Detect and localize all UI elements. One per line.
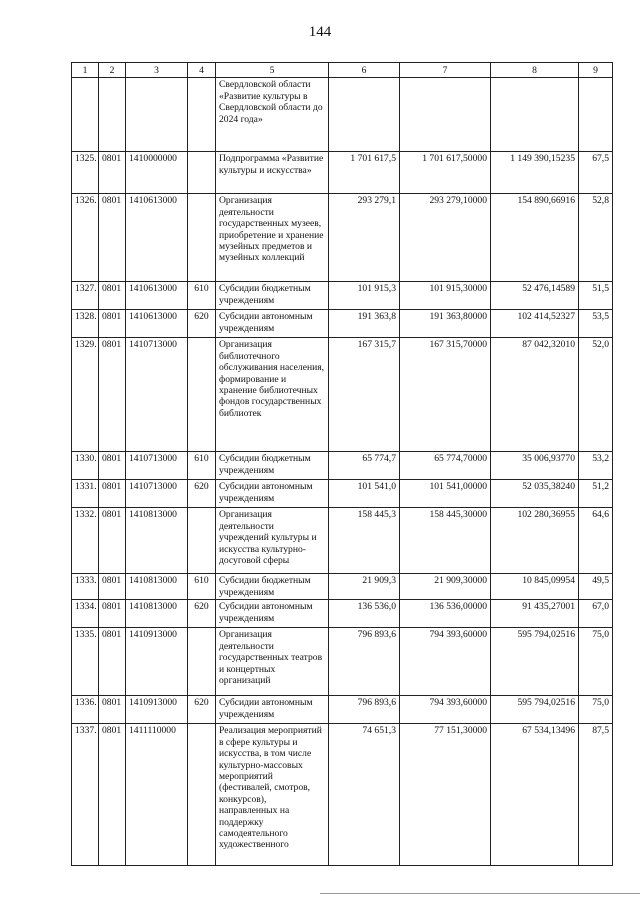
item-name-cell: Организация деятельности государственных музеев, приобретение и хранение музейных предметов и музейных коллекций xyxy=(216,194,329,282)
target-article-cell: 1410713000 xyxy=(126,480,188,508)
expense-type-cell xyxy=(188,724,216,866)
target-article-cell: 1410613000 xyxy=(126,194,188,282)
table-row xyxy=(72,282,613,310)
execution-percent-cell: 67,5 xyxy=(579,152,613,194)
row-number-cell: 1331. xyxy=(72,480,99,508)
section-code-cell: 0801 xyxy=(99,508,126,574)
table-body xyxy=(72,78,613,866)
column-header: 4 xyxy=(188,63,216,78)
expense-type-cell: 620 xyxy=(188,480,216,508)
expense-type-cell: 620 xyxy=(188,600,216,628)
section-code-cell: 0801 xyxy=(99,480,126,508)
expense-type-cell xyxy=(188,194,216,282)
table-row xyxy=(72,480,613,508)
item-name-cell: Субсидии автономным учреждениям xyxy=(216,600,329,628)
executed-amount-cell xyxy=(491,78,579,152)
expense-type-cell: 620 xyxy=(188,696,216,724)
page-number: 144 xyxy=(308,24,332,40)
planned-amount-cell: 101 541,00000 xyxy=(400,480,491,508)
approved-amount-cell: 167 315,7 xyxy=(329,338,400,452)
column-header: 3 xyxy=(126,63,188,78)
row-number-cell xyxy=(72,78,99,152)
budget-table xyxy=(71,62,613,866)
planned-amount-cell: 65 774,70000 xyxy=(400,452,491,480)
planned-amount-cell: 101 915,30000 xyxy=(400,282,491,310)
row-number-cell: 1335. xyxy=(72,628,99,696)
item-name-cell: Субсидии бюджетным учреждениям xyxy=(216,452,329,480)
executed-amount-cell: 52 476,14589 xyxy=(491,282,579,310)
target-article-cell xyxy=(126,78,188,152)
section-code-cell: 0801 xyxy=(99,574,126,600)
approved-amount-cell: 191 363,8 xyxy=(329,310,400,338)
planned-amount-cell: 136 536,00000 xyxy=(400,600,491,628)
executed-amount-cell: 154 890,66916 xyxy=(491,194,579,282)
target-article-cell: 1410813000 xyxy=(126,600,188,628)
executed-amount-cell: 595 794,02516 xyxy=(491,696,579,724)
approved-amount-cell: 796 893,6 xyxy=(329,696,400,724)
row-number-cell: 1328. xyxy=(72,310,99,338)
column-header: 1 xyxy=(72,63,99,78)
column-header: 6 xyxy=(329,63,400,78)
executed-amount-cell: 1 149 390,15235 xyxy=(491,152,579,194)
execution-percent-cell xyxy=(579,78,613,152)
expense-type-cell: 610 xyxy=(188,282,216,310)
executed-amount-cell: 102 280,36955 xyxy=(491,508,579,574)
item-name-cell: Свердловской области «Развитие культуры в Свердловской области до 2024 года» xyxy=(216,78,329,152)
section-code-cell: 0801 xyxy=(99,310,126,338)
row-number-cell: 1334. xyxy=(72,600,99,628)
row-number-cell: 1333. xyxy=(72,574,99,600)
column-header: 7 xyxy=(400,63,491,78)
table-row xyxy=(72,696,613,724)
table-row xyxy=(72,310,613,338)
table-row xyxy=(72,628,613,696)
target-article-cell: 1410000000 xyxy=(126,152,188,194)
executed-amount-cell: 35 006,93770 xyxy=(491,452,579,480)
section-code-cell: 0801 xyxy=(99,338,126,452)
table-row xyxy=(72,574,613,600)
item-name-cell: Организация деятельности учреждений культуры и искусства культурно-досуговой сферы xyxy=(216,508,329,574)
table-row xyxy=(72,194,613,282)
execution-percent-cell: 49,5 xyxy=(579,574,613,600)
executed-amount-cell: 10 845,09954 xyxy=(491,574,579,600)
table-row xyxy=(72,508,613,574)
row-number-cell: 1327. xyxy=(72,282,99,310)
executed-amount-cell: 87 042,32010 xyxy=(491,338,579,452)
row-number-cell: 1337. xyxy=(72,724,99,866)
target-article-cell: 1410913000 xyxy=(126,628,188,696)
expense-type-cell: 610 xyxy=(188,574,216,600)
table-row xyxy=(72,452,613,480)
executed-amount-cell: 67 534,13496 xyxy=(491,724,579,866)
section-code-cell: 0801 xyxy=(99,282,126,310)
approved-amount-cell: 74 651,3 xyxy=(329,724,400,866)
expense-type-cell xyxy=(188,152,216,194)
section-code-cell: 0801 xyxy=(99,600,126,628)
approved-amount-cell: 101 541,0 xyxy=(329,480,400,508)
expense-type-cell: 620 xyxy=(188,310,216,338)
approved-amount-cell xyxy=(329,78,400,152)
target-article-cell: 1410913000 xyxy=(126,696,188,724)
planned-amount-cell: 1 701 617,50000 xyxy=(400,152,491,194)
approved-amount-cell: 293 279,1 xyxy=(329,194,400,282)
planned-amount-cell: 21 909,30000 xyxy=(400,574,491,600)
target-article-cell: 1410813000 xyxy=(126,508,188,574)
section-code-cell: 0801 xyxy=(99,452,126,480)
row-number-cell: 1329. xyxy=(72,338,99,452)
expense-type-cell xyxy=(188,508,216,574)
approved-amount-cell: 65 774,7 xyxy=(329,452,400,480)
table-row xyxy=(72,724,613,866)
execution-percent-cell: 52,0 xyxy=(579,338,613,452)
section-code-cell xyxy=(99,78,126,152)
column-header: 8 xyxy=(491,63,579,78)
target-article-cell: 1410713000 xyxy=(126,452,188,480)
execution-percent-cell: 75,0 xyxy=(579,628,613,696)
executed-amount-cell: 102 414,52327 xyxy=(491,310,579,338)
executed-amount-cell: 595 794,02516 xyxy=(491,628,579,696)
approved-amount-cell: 158 445,3 xyxy=(329,508,400,574)
section-code-cell: 0801 xyxy=(99,194,126,282)
item-name-cell: Подпрограмма «Развитие культуры и искусства» xyxy=(216,152,329,194)
approved-amount-cell: 1 701 617,5 xyxy=(329,152,400,194)
execution-percent-cell: 51,5 xyxy=(579,282,613,310)
table-header-row xyxy=(72,63,613,78)
expense-type-cell xyxy=(188,628,216,696)
page-edge-line xyxy=(320,893,640,894)
row-number-cell: 1332. xyxy=(72,508,99,574)
target-article-cell: 1410613000 xyxy=(126,310,188,338)
expense-type-cell xyxy=(188,78,216,152)
item-name-cell: Реализация мероприятий в сфере культуры и искусства, в том числе культурно-массовых мероприятий (фестивалей, смотров, конкурсов), направленных на поддержку самодеятельного художественного xyxy=(216,724,329,866)
section-code-cell: 0801 xyxy=(99,152,126,194)
target-article-cell: 1411110000 xyxy=(126,724,188,866)
executed-amount-cell: 52 035,38240 xyxy=(491,480,579,508)
column-header: 2 xyxy=(99,63,126,78)
expense-type-cell: 610 xyxy=(188,452,216,480)
item-name-cell: Субсидии автономным учреждениям xyxy=(216,310,329,338)
approved-amount-cell: 796 893,6 xyxy=(329,628,400,696)
planned-amount-cell xyxy=(400,78,491,152)
section-code-cell: 0801 xyxy=(99,628,126,696)
section-code-cell: 0801 xyxy=(99,724,126,866)
row-number-cell: 1336. xyxy=(72,696,99,724)
item-name-cell: Субсидии автономным учреждениям xyxy=(216,696,329,724)
section-code-cell: 0801 xyxy=(99,696,126,724)
target-article-cell: 1410813000 xyxy=(126,574,188,600)
target-article-cell: 1410613000 xyxy=(126,282,188,310)
planned-amount-cell: 77 151,30000 xyxy=(400,724,491,866)
item-name-cell: Субсидии бюджетным учреждениям xyxy=(216,282,329,310)
column-header: 9 xyxy=(579,63,613,78)
target-article-cell: 1410713000 xyxy=(126,338,188,452)
planned-amount-cell: 158 445,30000 xyxy=(400,508,491,574)
item-name-cell: Субсидии автономным учреждениям xyxy=(216,480,329,508)
planned-amount-cell: 794 393,60000 xyxy=(400,628,491,696)
table-row xyxy=(72,78,613,152)
item-name-cell: Организация библиотечного обслуживания населения, формирование и хранение библиотечных фондов государственных библиотек xyxy=(216,338,329,452)
execution-percent-cell: 53,5 xyxy=(579,310,613,338)
execution-percent-cell: 52,8 xyxy=(579,194,613,282)
row-number-cell: 1330. xyxy=(72,452,99,480)
item-name-cell: Организация деятельности государственных театров и концертных организаций xyxy=(216,628,329,696)
execution-percent-cell: 51,2 xyxy=(579,480,613,508)
planned-amount-cell: 293 279,10000 xyxy=(400,194,491,282)
table-row xyxy=(72,338,613,452)
execution-percent-cell: 87,5 xyxy=(579,724,613,866)
planned-amount-cell: 167 315,70000 xyxy=(400,338,491,452)
execution-percent-cell: 64,6 xyxy=(579,508,613,574)
expense-type-cell xyxy=(188,338,216,452)
approved-amount-cell: 21 909,3 xyxy=(329,574,400,600)
row-number-cell: 1326. xyxy=(72,194,99,282)
execution-percent-cell: 53,2 xyxy=(579,452,613,480)
planned-amount-cell: 794 393,60000 xyxy=(400,696,491,724)
planned-amount-cell: 191 363,80000 xyxy=(400,310,491,338)
table-row xyxy=(72,152,613,194)
row-number-cell: 1325. xyxy=(72,152,99,194)
item-name-cell: Субсидии бюджетным учреждениям xyxy=(216,574,329,600)
approved-amount-cell: 136 536,0 xyxy=(329,600,400,628)
approved-amount-cell: 101 915,3 xyxy=(329,282,400,310)
table-row xyxy=(72,600,613,628)
execution-percent-cell: 67,0 xyxy=(579,600,613,628)
execution-percent-cell: 75,0 xyxy=(579,696,613,724)
executed-amount-cell: 91 435,27001 xyxy=(491,600,579,628)
column-header: 5 xyxy=(216,63,329,78)
